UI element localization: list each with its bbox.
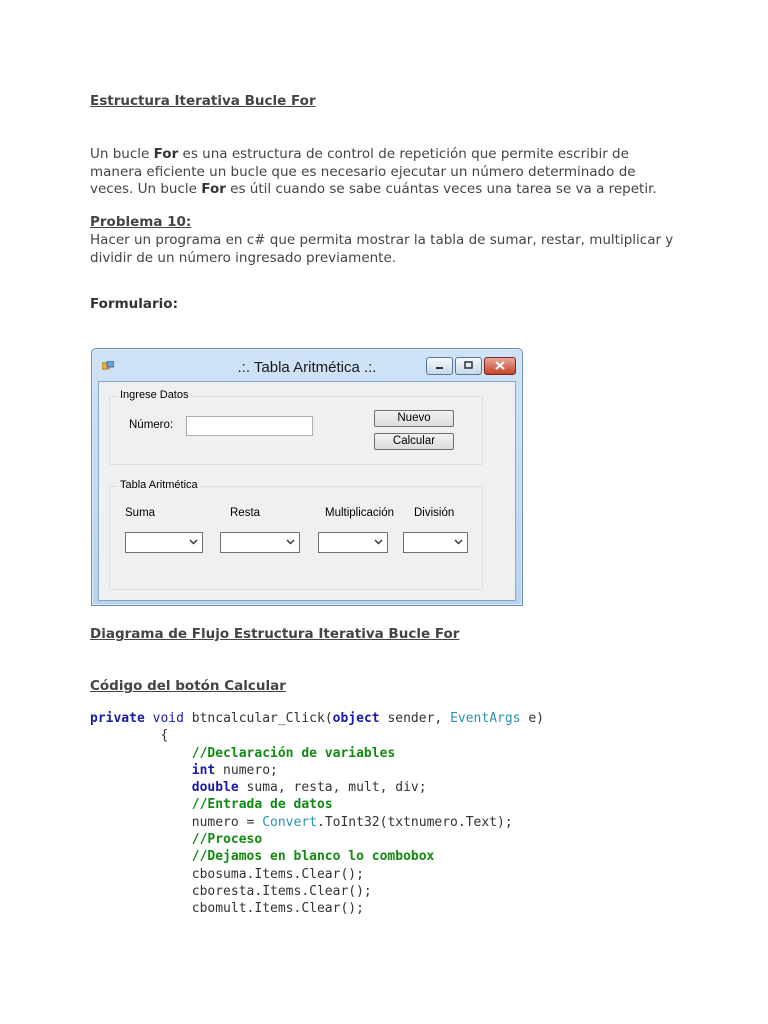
code-keyword: private <box>90 711 145 726</box>
intro-text-1: Un bucle <box>90 146 154 162</box>
code-text: cbomult.Items.Clear(); <box>191 901 364 917</box>
code-line-7 <box>90 815 513 830</box>
code-heading: Código del botón Calcular <box>90 678 286 694</box>
code-keyword: void <box>152 711 184 726</box>
chevron-down-icon <box>374 539 383 545</box>
code-text: sender, <box>379 711 451 726</box>
code-text: .ToInt32(txtnumero.Text); <box>317 814 513 830</box>
code-text: suma, resta, mult, div; <box>238 780 427 796</box>
form-heading: Formulario: <box>90 296 178 312</box>
code-line-8 <box>90 832 262 847</box>
maximize-button[interactable] <box>455 357 482 375</box>
section-title: Estructura Iterativa Bucle For <box>90 93 316 109</box>
code-line-9 <box>90 849 434 864</box>
intro-text-2: es una estructura de control de repetición que permite escribir de manera eficiente un bucle que es necesario ejecutar un número determinado de veces. Un bucle <box>90 146 636 197</box>
code-text: numero; <box>215 762 278 778</box>
code-line-12 <box>90 901 364 916</box>
multiplicacion-combobox[interactable] <box>318 532 388 553</box>
code-line-10 <box>90 867 364 882</box>
code-line-2 <box>90 728 168 743</box>
code-line-6 <box>90 797 333 812</box>
code-line-4 <box>90 763 278 778</box>
multiplicacion-label: Multiplicación <box>325 507 395 519</box>
calcular-button[interactable]: Calcular <box>374 433 454 450</box>
code-line-3 <box>90 746 395 761</box>
group-ingrese-datos <box>109 389 483 465</box>
group-tabla-aritmetica <box>109 479 483 590</box>
intro-text-3: es útil cuando se sabe cuántas veces una tarea se va a repetir. <box>225 181 657 197</box>
code-keyword: double <box>191 780 239 796</box>
chevron-down-icon <box>286 539 295 545</box>
minimize-button[interactable] <box>426 357 453 375</box>
form-window <box>91 348 523 606</box>
code-line-1 <box>90 711 544 726</box>
chevron-down-icon <box>454 539 463 545</box>
code-keyword: object <box>332 711 380 726</box>
problem-text: Hacer un programa en c# que permita mostrar la tabla de sumar, restar, multiplicar y dividir de un número ingresado previamente. <box>90 232 674 266</box>
suma-combobox[interactable] <box>125 532 203 553</box>
code-text: cboresta.Items.Clear(); <box>191 883 372 899</box>
numero-input[interactable] <box>186 416 313 436</box>
code-text: btncalcular_Click( <box>183 711 333 726</box>
form-client-area <box>98 381 516 601</box>
division-label: División <box>414 507 455 519</box>
division-combobox[interactable] <box>403 532 468 553</box>
chevron-down-icon <box>189 539 198 545</box>
maximize-icon <box>456 358 481 374</box>
group-tabla-aritmetica-label: Tabla Aritmética <box>120 479 198 491</box>
window-title: .:. Tabla Aritmética .:. <box>237 359 377 376</box>
code-text: e) <box>520 711 545 726</box>
code-comment: //Declaración de variables <box>191 745 396 761</box>
code-keyword: int <box>191 762 216 778</box>
code-block <box>90 710 544 918</box>
diagram-heading: Diagrama de Flujo Estructura Iterativa Bucle For <box>90 626 460 642</box>
intro-for-2: For <box>201 181 226 197</box>
code-text: cbosuma.Items.Clear(); <box>191 866 364 882</box>
close-button[interactable] <box>484 357 516 375</box>
close-icon <box>485 358 515 374</box>
problem-title: Problema 10: <box>90 214 192 230</box>
caption-buttons <box>426 357 516 375</box>
intro-for-1: For <box>153 146 179 162</box>
code-line-11 <box>90 884 372 899</box>
suma-label: Suma <box>125 507 156 519</box>
code-type: Convert <box>262 814 317 830</box>
nuevo-button[interactable]: Nuevo <box>374 410 454 427</box>
numero-label: Número: <box>129 419 174 431</box>
code-comment: //Proceso <box>191 832 263 848</box>
code-type: EventArgs <box>450 711 521 726</box>
code-text: numero = <box>191 814 263 830</box>
group-ingrese-datos-label: Ingrese Datos <box>120 389 189 401</box>
minimize-icon <box>427 358 452 374</box>
code-comment: //Dejamos en blanco lo combobox <box>191 849 435 865</box>
code-line-5 <box>90 780 427 795</box>
code-comment: //Entrada de datos <box>191 797 333 813</box>
resta-combobox[interactable] <box>220 532 300 553</box>
code-text: { <box>160 728 169 744</box>
intro-paragraph <box>90 146 680 199</box>
resta-label: Resta <box>230 507 261 519</box>
